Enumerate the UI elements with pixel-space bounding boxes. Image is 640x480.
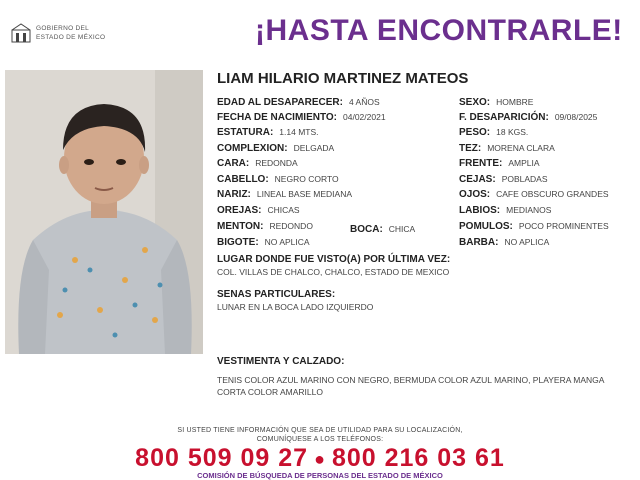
field-ojos: OJOS: CAFE OBSCURO GRANDES: [459, 189, 609, 200]
field-boca: BOCA: CHICA: [350, 224, 416, 235]
child-portrait-icon: [5, 70, 203, 354]
field-cara: CARA: REDONDA: [217, 158, 298, 169]
field-sexo: SEXO: HOMBRE: [459, 97, 534, 108]
clothing-title: VESTIMENTA Y CALZADO:: [217, 356, 345, 367]
field-cabello: CABELLO: NEGRO CORTO: [217, 174, 339, 185]
logo-line-2: ESTADO DE MÉXICO: [36, 34, 106, 41]
phone-number-1: 800 509 09 27: [135, 444, 309, 472]
field-labios: LABIOS: MEDIANOS: [459, 205, 552, 216]
field-tez: TEZ: MORENA CLARA: [459, 143, 555, 154]
phone-numbers: [0, 444, 640, 473]
marks-title: SENAS PARTICULARES:: [217, 289, 336, 300]
marks-text: LUNAR EN LA BOCA LADO IZQUIERDO: [217, 302, 374, 312]
field-orejas: OREJAS: CHICAS: [217, 205, 300, 216]
headline: ¡HASTA ENCONTRARLE!: [255, 14, 623, 47]
logo-line-1: GOBIERNO DEL: [36, 25, 90, 32]
footer-agency: COMISIÓN DE BÚSQUEDA DE PERSONAS DEL ESTADO DE MÉXICO: [197, 471, 443, 480]
state-crest-icon: [10, 22, 32, 44]
field-estatura: ESTATURA: 1.14 MTS.: [217, 127, 319, 138]
government-logo: [10, 22, 160, 46]
clothing-text: TENIS COLOR AZUL MARINO CON NEGRO, BERMUDA COLOR AZUL MARINO, PLAYERA MANGA CORTA COLOR AMARILLO: [217, 375, 604, 397]
bullet-separator-icon: ●: [314, 448, 326, 469]
last-seen-title: LUGAR DONDE FUE VISTO(A) POR ÚLTIMA VEZ:: [217, 254, 451, 265]
field-peso: PESO: 18 KGS.: [459, 127, 529, 138]
contact-info-line-2: COMUNÍQUESE A LOS TELÉFONOS:: [256, 436, 384, 443]
contact-info-line-1: SI USTED TIENE INFORMACIÓN QUE SEA DE UTILIDAD PARA SU LOCALIZACIÓN,: [177, 427, 463, 434]
field-edad: EDAD AL DESAPARECER: 4 AÑOS: [217, 97, 380, 108]
field-nariz: NARIZ: LINEAL BASE MEDIANA: [217, 189, 352, 200]
last-seen-text: COL. VILLAS DE CHALCO, CHALCO, ESTADO DE MEXICO: [217, 267, 450, 277]
field-pomulos: POMULOS: POCO PROMINENTES: [459, 221, 609, 232]
field-frente: FRENTE: AMPLIA: [459, 158, 540, 169]
field-complexion: COMPLEXION: DELGADA: [217, 143, 335, 154]
person-name: LIAM HILARIO MARTINEZ MATEOS: [217, 70, 469, 87]
field-barba: BARBA: NO APLICA: [459, 237, 550, 248]
phone-number-2: 800 216 03 61: [331, 444, 505, 472]
missing-person-photo: [5, 70, 203, 354]
field-menton: MENTON: REDONDO: [217, 221, 313, 232]
field-bigote: BIGOTE: NO APLICA: [217, 237, 310, 248]
field-fecha-nacimiento: FECHA DE NACIMIENTO: 04/02/2021: [217, 112, 386, 123]
field-cejas: CEJAS: POBLADAS: [459, 174, 548, 185]
field-fecha-desaparicion: F. DESAPARICIÓN: 09/08/2025: [459, 112, 598, 123]
